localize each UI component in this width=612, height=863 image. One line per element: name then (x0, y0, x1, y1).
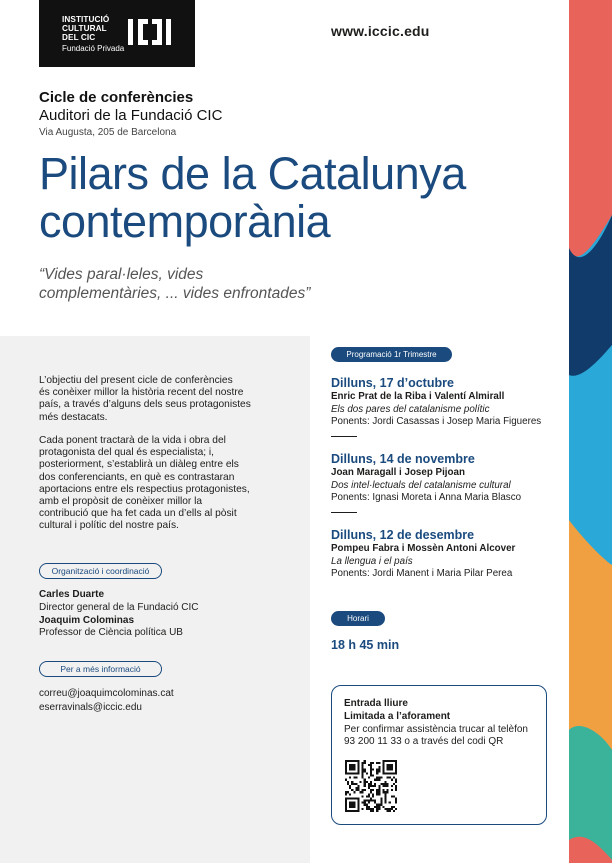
session-divider (331, 512, 357, 513)
email-link[interactable]: correu@joaquimcolominas.cat (39, 688, 174, 699)
entry-free: Entrada lliure (344, 698, 408, 709)
session-1 (331, 375, 566, 429)
institution-logo (39, 0, 195, 67)
organizer-name: Joaquim Colominas (39, 614, 135, 626)
cic-mark-icon (128, 17, 172, 47)
logo-subtitle: Fundació Privada (62, 44, 125, 53)
session-speakers: Ponents: Jordi Manent i Maria Pilar Perea (331, 568, 513, 580)
organizer-name: Carles Duarte (39, 589, 105, 600)
email-link[interactable]: eserravinals@iccic.edu (39, 701, 142, 713)
session-people: Pompeu Fabra i Mossèn Antoni Alcover (331, 543, 516, 554)
entry-phone[interactable]: 93 200 11 33 o a través del codi QR (344, 736, 504, 748)
entry-info-box (331, 685, 547, 825)
contact-emails (39, 687, 174, 714)
decorative-color-stripe (569, 0, 612, 863)
organization-label: Organització i coordinació (39, 563, 162, 579)
program-label: Programació 1r Trimestre (331, 347, 452, 362)
qr-code-icon[interactable] (345, 760, 397, 812)
logo-name: INSTITUCIÓ CULTURAL DEL CIC (62, 15, 110, 42)
session-divider (331, 436, 357, 437)
entry-limited: Limitada a l’aforament (344, 710, 451, 722)
schedule-label: Horari (331, 611, 385, 626)
session-people: Enric Prat de la Riba i Valentí Almirall (331, 391, 505, 402)
session-people: Joan Maragall i Josep Pijoan (331, 467, 465, 478)
entry-text (344, 698, 539, 749)
schedule-time: 18 h 45 min (331, 638, 400, 652)
page-title: Pilars de la Catalunya contemporània (39, 148, 466, 247)
session-speakers: Ponents: Ignasi Moreta i Anna Maria Blasco (331, 492, 522, 504)
entry-instructions: Per confirmar assistència trucar al telèfon (344, 723, 528, 735)
subtitle-quote: “Vides paral·leles, vides complementàries, ... vides enfrontades” (39, 266, 311, 302)
intro-paragraph-1: L’objectiu del present cicle de conferències és conèixer millor la història recent del nostre país, a través d’alguns dels seus protagonistes més destacats. (39, 375, 251, 423)
organizers-list (39, 589, 269, 640)
venue-name: Auditori de la Fundació CIC (39, 107, 223, 124)
more-info-label: Per a més informació (39, 661, 162, 677)
session-date: Dilluns, 14 de novembre (331, 452, 475, 466)
cycle-heading: Cicle de conferències (39, 89, 194, 106)
organizer-role: Director general de la Fundació CIC (39, 601, 199, 613)
session-topic: Dos intel·lectuals del catalanisme cultural (331, 479, 511, 491)
website-link[interactable]: www.iccic.edu (331, 23, 430, 39)
session-date: Dilluns, 17 d’octubre (331, 376, 454, 390)
session-3 (331, 527, 566, 581)
session-2 (331, 451, 566, 505)
session-date: Dilluns, 12 de desembre (331, 528, 475, 542)
organizer-role: Professor de Ciència política UB (39, 627, 183, 639)
session-topic: La llengua i el país (331, 555, 413, 567)
session-topic: Els dos pares del catalanisme polític (331, 403, 490, 415)
intro-paragraph-2: Cada ponent tractarà de la vida i obra del protagonista del qual és especialista; i, posteriorment, s’establirà un diàleg entre els dos conferenciants, en què es contrastaran aportacions entre els respectius protagonistes, amb el propòsit de conèixer millor la contribució que ha fet cada un d’ells al pòsit cultural i polític del nostre país. (39, 435, 250, 532)
venue-address: Via Augusta, 205 de Barcelona (39, 127, 177, 138)
session-speakers: Ponents: Jordi Casassas i Josep Maria Figueres (331, 416, 542, 428)
